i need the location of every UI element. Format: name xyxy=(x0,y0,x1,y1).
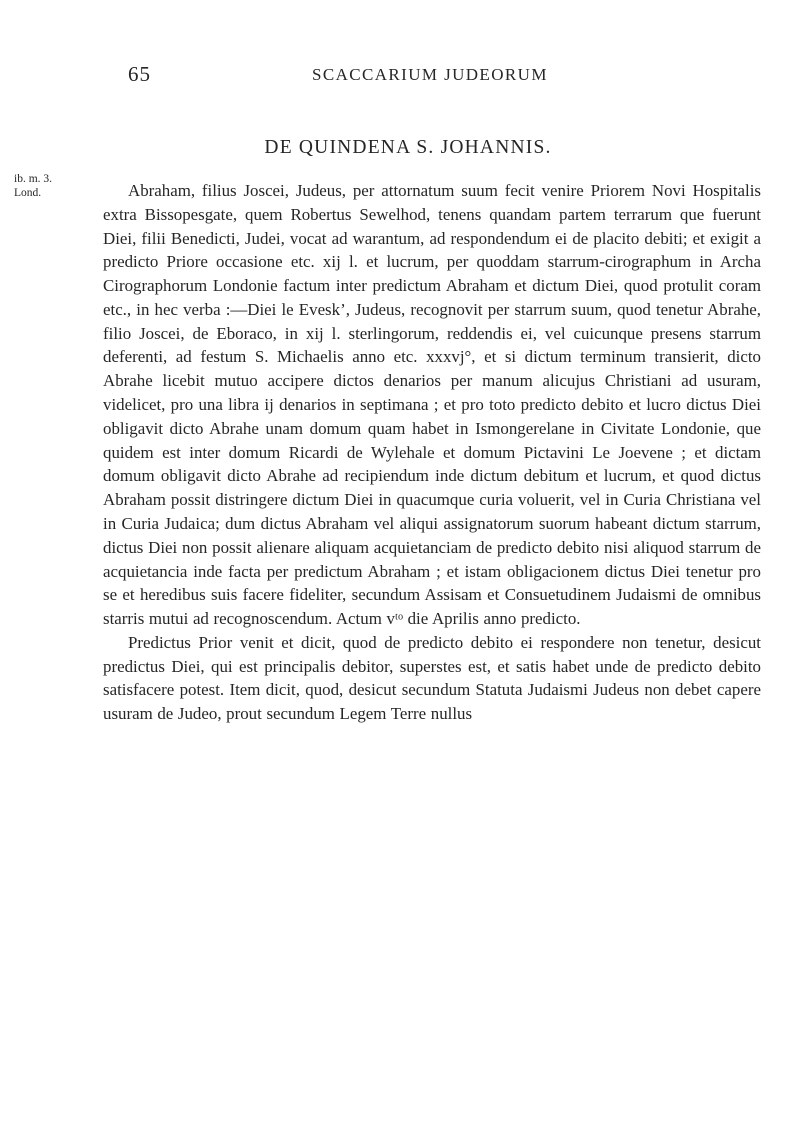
body-text xyxy=(103,179,761,726)
margin-note xyxy=(14,172,52,200)
running-head xyxy=(0,48,800,88)
margin-note-county: Lond. xyxy=(14,187,42,199)
section-heading: DE QUINDENA S. JOHANNIS. xyxy=(264,137,552,158)
page-number: 65 xyxy=(128,62,151,86)
margin-note-roll-reference: ib. m. 3. xyxy=(14,173,53,185)
paragraph-prior-response: Predictus Prior venit et dicit, quod de predicto debito ei respondere non tenetur, desicut predictus Diei, qui est principalis debitor, superstes est, et satis habet unde de predicto debito satisfacere potest. Item dicit, quod, desicut secundum Statuta Judaismi Judeus non debet capere usuram de Judeo, prout secundum Legem Terre nullus xyxy=(103,632,761,724)
paragraph-plea: Abraham, filius Joscei, Judeus, per attornatum suum fecit venire Priorem Novi Hospitalis extra Bissopesgate, quem Robertus Sewelhod, tenens quandam partem terrarum que fuerunt Diei, filii Benedicti, Judei, vocat ad warantum, ad respondendum ei de placito debiti; et exigit a predicto Priore occasione etc. xij l. et lucrum, per quoddam starrum-cirographum in Archa Cirographorum Londonie factum inter predictum Abraham et dictum Diei, quod protulit coram etc., in hec verba :—Diei le Evesk’, Judeus, recognovit per starrum suum, quod tenetur Abrahe, filio Joscei, de Eboraco, in xij l. sterlingorum, reddendis ei, vel cuicunque presens starrum deferenti, ad festum S. Michaelis anno etc. xxxvj°, et si dictum terminum transierit, dicto Abrahe licebit mutuo accipere dictos denarios per manum alicujus Christiani ad usuram, videlicet, pro una libra ij denarios in septimana ; et pro toto predicto debito et lucro dictus Diei obligavit dicto Abrahe unam domum quam habet in Ismongerelane in Civitate Londonie, que quidem est inter domum Ricardi de Wylehale et domum Pictavini Le Joevene ; et dictam domum obligavit dicto Abrahe ad recipiendum inde dictum debitum et lucrum, et quod dictus Abraham possit distringere dictum Diei in quacumque curia voluerit, vel in Curia Christiana vel in Curia Judaica; dum dictus Abraham vel aliqui assignatorum suorum habeant dictum starrum, dictus Diei non possit alienare aliquam acquietanciam de predicto debito nisi aliquod starrum de acquietancia inde facta per predictum Abraham ; et istam obligacionem dictus Diei tenetur pro se et heredibus suis facere fideliter, secundum Assisam et Consuetudinem Judaismi de omnibus starris mutui ad recognoscendum. Actum vᵗᵒ die Aprilis anno predicto. xyxy=(103,181,761,629)
running-title: SCACCARIUM JUDEORUM xyxy=(312,65,548,84)
